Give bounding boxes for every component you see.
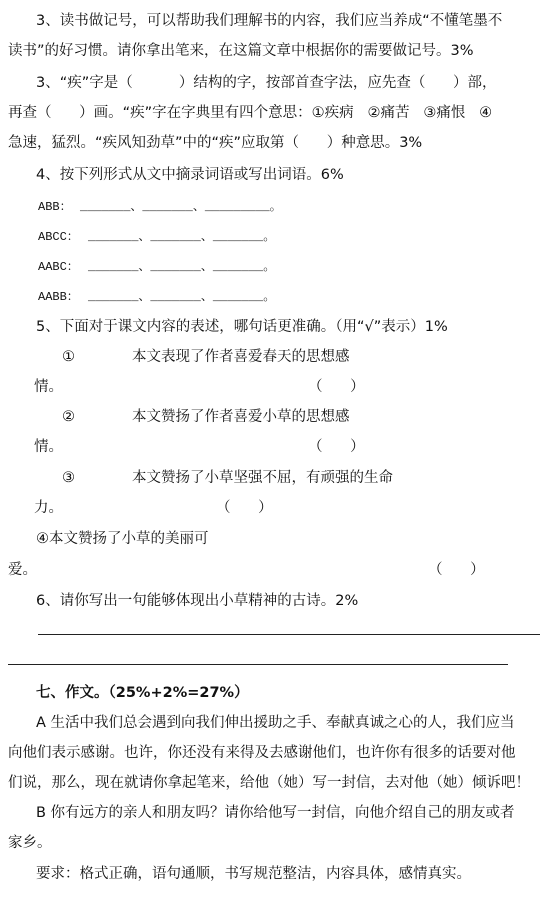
q4-row-label: AABB： bbox=[38, 290, 79, 304]
q5-option-number: ② bbox=[62, 409, 75, 425]
q3a-line2: 读书”的好习惯。请你拿出笔来，在这篇文章中根据你的需要做记号。3% bbox=[8, 43, 474, 59]
q5-option-number: ③ bbox=[62, 470, 75, 486]
essay-prompt-a: A 生活中我们总会遇到向我们伸出援助之手、奉献真诚之心的人，我们应当 bbox=[36, 715, 515, 731]
q3a-line1: 3、读书做记号，可以帮助我们理解书的内容，我们应当养成“不懂笔墨不 bbox=[36, 13, 503, 29]
q5-option-number: ① bbox=[62, 349, 75, 365]
essay-prompt-a: 们说，那么，现在就请你拿起笔来，给他（她）写一封信，去对他（她）倾诉吧！ bbox=[8, 775, 530, 791]
answer-line bbox=[38, 634, 540, 635]
q6-title: 6、请你写出一句能够体现出小草精神的古诗。2% bbox=[36, 593, 359, 609]
essay-prompt-b: B 你有远方的亲人和朋友吗？请你给他写一封信，向他介绍自己的朋友或者 bbox=[36, 805, 515, 821]
essay-requirements: 要求：格式正确，语句通顺，书写规范整洁，内容具体，感情真实。 bbox=[36, 866, 471, 882]
q3b-line3: 急速，猛烈。“疾风知劲草”中的“疾”应取第（ ）种意思。3% bbox=[8, 135, 423, 151]
q5-title: 5、下面对于课文内容的表述，哪句话更准确。（用“√”表示）1% bbox=[36, 319, 448, 335]
q5-option-text: ④本文赞扬了小草的美丽可 bbox=[36, 531, 209, 547]
q4-row-blanks: _______、_______、_______。 bbox=[88, 230, 276, 244]
q3b-line1: 3、“疾”字是（ ）结构的字，按部首查字法，应先查（ ）部， bbox=[36, 75, 497, 91]
q5-option-text: 本文赞扬了作者喜爱小草的思想感 bbox=[132, 409, 350, 425]
q5-answer-paren: （ ） bbox=[428, 562, 485, 578]
q5-answer-paren: （ ） bbox=[308, 379, 365, 395]
essay-prompt-b: 家乡。 bbox=[8, 835, 52, 851]
q3b-line2: 再查（ ）画。“疾”字在字典里有四个意思：①疾病 ②痛苦 ③痛恨 ④ bbox=[8, 105, 493, 121]
q4-row-blanks: _______、_______、_______。 bbox=[88, 290, 276, 304]
q5-option-continuation: 情。 bbox=[34, 379, 63, 395]
essay-title: 七、作文。（25%+2%=27%） bbox=[36, 685, 249, 701]
q4-row-label: ABCC： bbox=[38, 230, 79, 244]
q4-row-label: ABB： bbox=[38, 200, 72, 214]
q4-row-blanks: _______、_______、_________。 bbox=[80, 200, 282, 214]
q4-row-label: AABC： bbox=[38, 260, 79, 274]
q5-option-text: 本文表现了作者喜爱春天的思想感 bbox=[132, 349, 350, 365]
q4-title: 4、按下列形式从文中摘录词语或写出词语。6% bbox=[36, 167, 344, 183]
q5-option-continuation: 情。 bbox=[34, 439, 63, 455]
answer-line bbox=[8, 664, 508, 665]
q5-answer-paren: （ ） bbox=[308, 439, 365, 455]
q5-option-continuation: 力。 bbox=[34, 500, 63, 516]
q5-option-text: 本文赞扬了小草坚强不屈，有顽强的生命 bbox=[132, 470, 393, 486]
essay-prompt-a: 向他们表示感谢。也许，你还没有来得及去感谢他们，也许你有很多的话要对他 bbox=[8, 745, 516, 761]
q4-row-blanks: _______、_______、_______。 bbox=[88, 260, 276, 274]
q5-answer-paren: （ ） bbox=[216, 500, 273, 516]
q5-option-continuation: 爱。 bbox=[8, 562, 37, 578]
